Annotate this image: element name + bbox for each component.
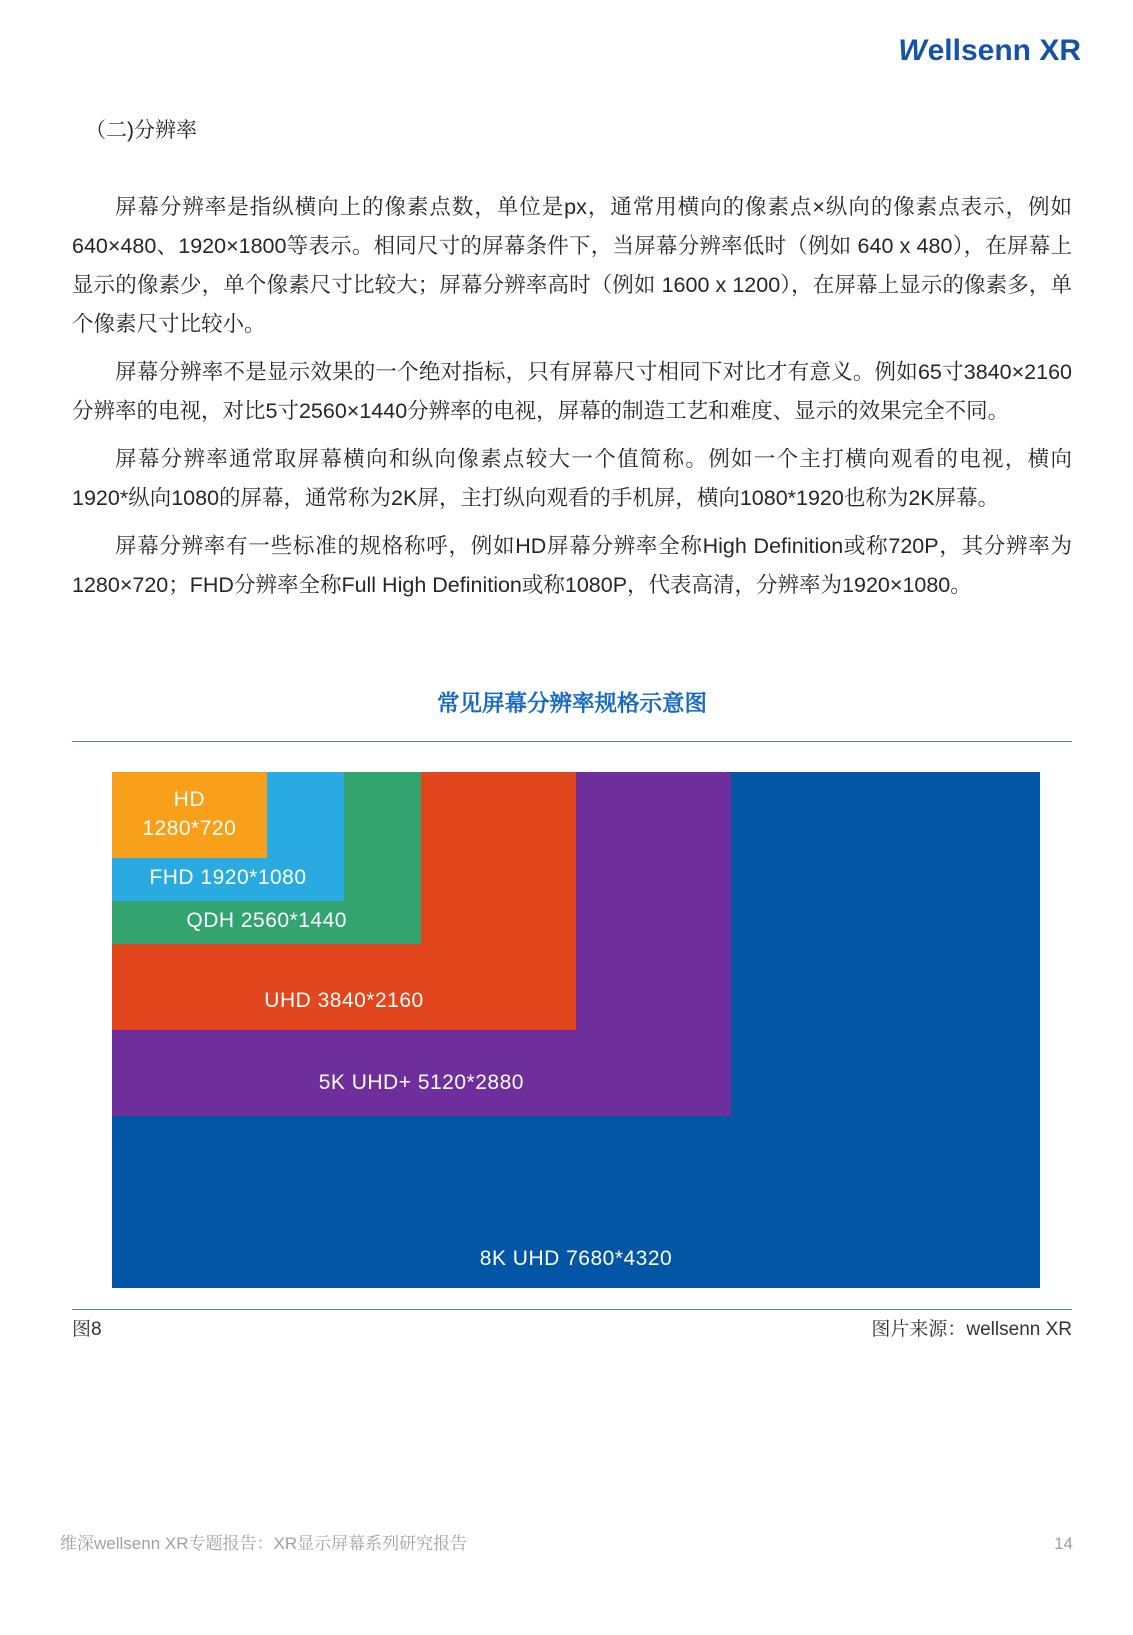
- logo-text: ellsenn XR: [927, 34, 1081, 67]
- figure-number: 图8: [72, 1319, 102, 1340]
- paragraph-4: 屏幕分辨率有一些标准的规格称呼，例如HD屏幕分辨率全称High Definition或称720P，其分辨率为1280×720；FHD分辨率全称Full High Definition或称1080P，代表高清，分辨率为1920×1080。: [72, 534, 1072, 597]
- figure-title: 常见屏幕分辨率规格示意图: [436, 691, 707, 716]
- footer-page-number: 14: [1054, 1534, 1073, 1553]
- figure-source: 图片来源：wellsenn XR: [871, 1319, 1072, 1340]
- paragraph-1: 屏幕分辨率是指纵横向上的像素点数，单位是px，通常用横向的像素点×纵向的像素点表示，例如640×480、1920×1800等表示。相同尺寸的屏幕条件下，当屏幕分辨率低时（例如 640 x 480），在屏幕上显示的像素少，单个像素尺寸比较大；屏幕分辨率高时（例如 1600 x 1200），在屏幕上显示的像素多，单个像素尺寸比较小。: [72, 195, 1072, 336]
- page-content: [72, 0, 1072, 1343]
- logo-w-mark: W: [898, 34, 927, 67]
- diagram-label-8k: 8K UHD 7680*4320: [479, 1247, 673, 1270]
- paragraph-2: 屏幕分辨率不是显示效果的一个绝对指标，只有屏幕尺寸相同下对比才有意义。例如65寸3840×2160分辨率的电视，对比5寸2560×1440分辨率的电视，屏幕的制造工艺和难度、显示的效果完全不同。: [72, 360, 1072, 423]
- diagram-label-hd: [112, 785, 267, 843]
- paragraph-3: 屏幕分辨率通常取屏幕横向和纵向像素点较大一个值简称。例如一个主打横向观看的电视，横向1920*纵向1080的屏幕，通常称为2K屏，主打纵向观看的手机屏，横向1080*1920也称为2K屏幕。: [72, 447, 1072, 510]
- diagram-label-hd-resolution: 1280*720: [142, 816, 237, 840]
- diagram-label-hd-name: HD: [173, 787, 205, 811]
- diagram-rect-hd: [112, 772, 267, 858]
- resolution-diagram: [112, 772, 1040, 1288]
- figure-bottom-divider: [72, 1309, 1072, 1310]
- diagram-label-fhd: FHD 1920*1080: [149, 866, 307, 889]
- diagram-label-uhd: UHD 3840*2160: [264, 989, 424, 1012]
- section-heading: （二)分辨率: [85, 119, 197, 142]
- diagram-label-qdh: QDH 2560*1440: [186, 909, 347, 932]
- diagram-label-5k: 5K UHD+ 5120*2880: [318, 1071, 524, 1094]
- page-footer: [60, 1532, 1073, 1556]
- footer-report-title: 维深wellsenn XR专题报告：XR显示屏幕系列研究报告: [60, 1534, 468, 1553]
- figure-top-divider: [72, 741, 1072, 742]
- figure-caption-row: [72, 1317, 1072, 1343]
